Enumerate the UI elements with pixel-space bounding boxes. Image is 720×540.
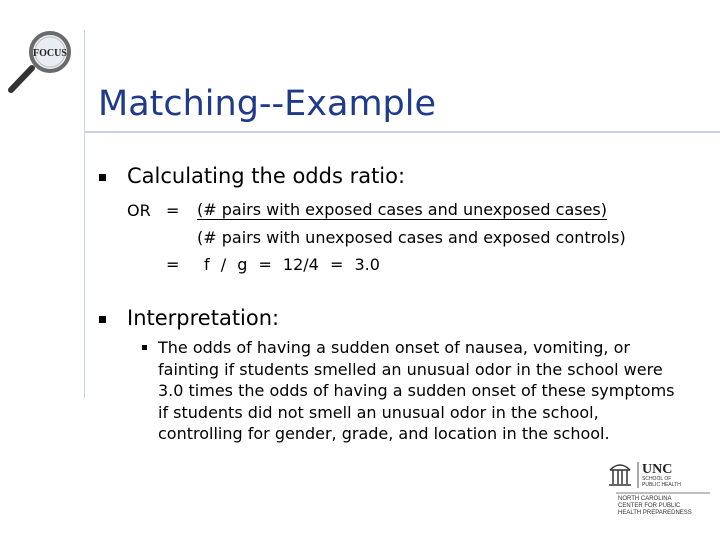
unc-name: UNC	[642, 462, 673, 477]
bullet-calculating: Calculating the odds ratio:	[127, 164, 406, 188]
formula-denominator: (# pairs with unexposed cases and exposed controls)	[197, 228, 626, 247]
bullet-interpretation: Interpretation:	[127, 306, 280, 330]
formula-equals-2: =	[166, 255, 180, 274]
old-well-icon	[609, 465, 631, 485]
unc-line4: CENTER FOR PUBLIC	[618, 503, 681, 509]
page-title: Matching--Example	[98, 84, 437, 124]
unc-line2: PUBLIC HEALTH	[642, 482, 681, 488]
title-rule	[84, 131, 720, 133]
sub-bullet-icon	[142, 345, 147, 350]
unc-logo	[606, 458, 712, 518]
unc-line3: NORTH CAROLINA	[618, 496, 672, 502]
logo-text: FOCUS	[33, 48, 67, 59]
bullet-icon	[99, 174, 106, 181]
formula-result: f / g = 12/4 = 3.0	[204, 255, 380, 274]
formula-numerator: (# pairs with exposed cases and unexposed cases)	[197, 200, 607, 219]
magnifier-icon	[11, 33, 69, 90]
unc-line5: HEALTH PREPAREDNESS	[618, 510, 692, 516]
formula-equals: =	[166, 201, 180, 220]
unc-line1: SCHOOL OF	[642, 476, 672, 482]
focus-logo	[2, 28, 86, 100]
formula-lhs: OR	[127, 201, 151, 220]
bullet-icon	[99, 316, 106, 323]
interpretation-text: The odds of having a sudden onset of nausea, vomiting, or fainting if students smelled an unusual odor in the school were 3.0 times the odds of having a sudden onset of these symptoms if students did not smell an unusual odor in the school, controlling for gender, grade, and location in the school.	[158, 338, 675, 444]
